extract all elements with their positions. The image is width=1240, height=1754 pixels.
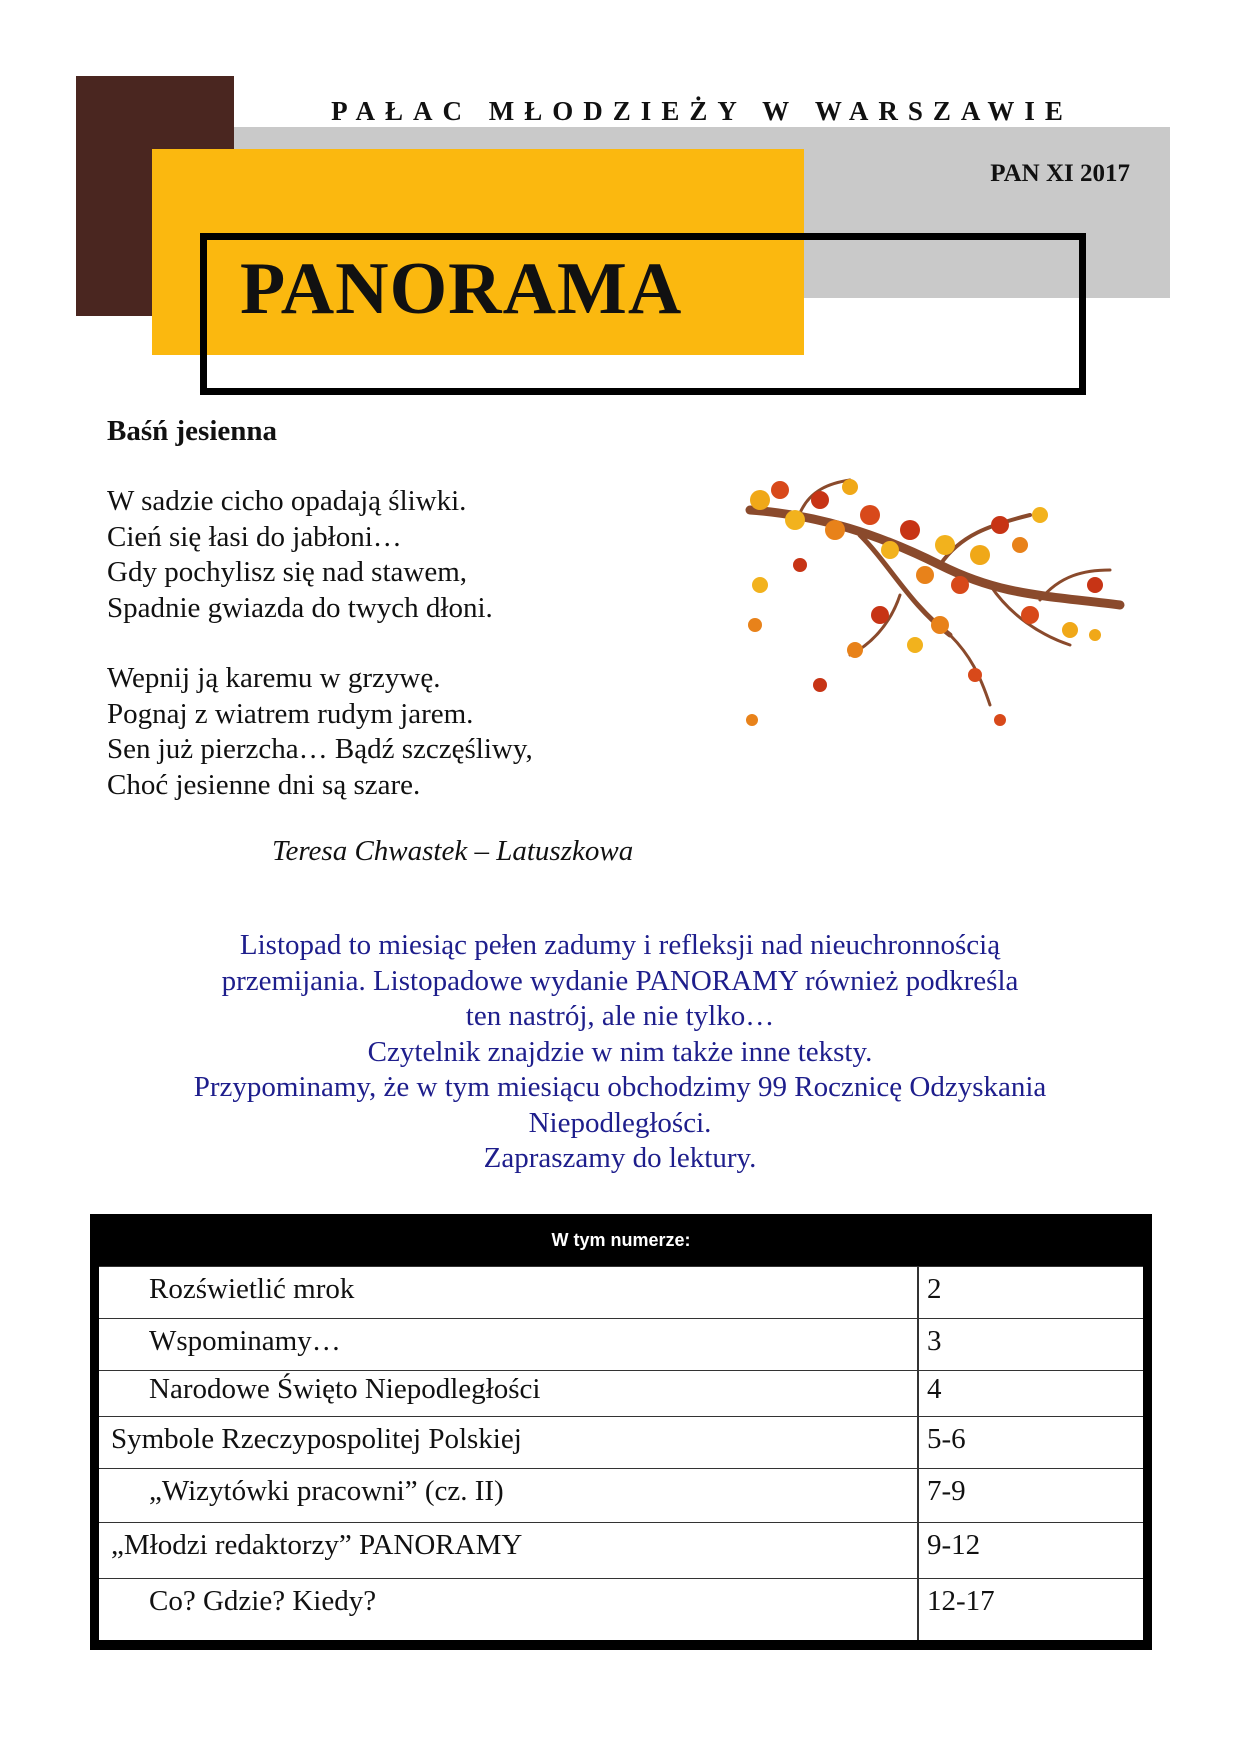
intro-line: Czytelnik znajdzie w nim także inne teksty. [367,1035,873,1068]
poem-stanza [107,484,533,626]
organization-name: PAŁAC MŁODZIEŻY W WARSZAWIE [331,96,1073,126]
intro-line: Przypominamy, że w tym miesiącu obchodzimy 99 Rocznicę Odzyskania [193,1071,1047,1103]
intro-line: ten nastrój, ale nie tylko… [465,1000,775,1032]
toc-row[interactable] [99,1370,1143,1416]
table-of-contents [90,1214,1152,1650]
toc-pages: 3 [927,1325,942,1357]
toc-pages: 4 [927,1373,942,1405]
issue-label: PAN XI 2017 [990,160,1130,187]
poem-stanza [107,661,533,803]
poem-line: W sadzie cicho opadają śliwki. [107,485,467,517]
poem-line: Choć jesienne dni są szare. [107,768,421,801]
poem-line: Pognaj z wiatrem rudym jarem. [107,697,474,730]
toc-title: Wspominamy… [149,1325,341,1357]
poem-line: Gdy pochylisz się nad stawem, [107,556,468,588]
toc-pages: 7-9 [927,1475,966,1507]
intro-line: Zapraszamy do lektury. [483,1142,757,1174]
toc-row[interactable] [99,1416,1143,1468]
poem-body [107,484,533,838]
masthead-title: PANORAMA [240,248,683,330]
toc-header: W tym numerze: [551,1230,691,1250]
toc-row[interactable] [99,1578,1143,1640]
toc-title: „Młodzi redaktorzy” PANORAMY [111,1529,523,1561]
poem-line: Sen już pierzcha… Bądź szczęśliwy, [107,733,533,765]
toc-title: Narodowe Święto Niepodległości [149,1373,541,1405]
toc-row[interactable] [99,1468,1143,1522]
poem-line: Spadnie gwiazda do twych dłoni. [107,591,493,624]
toc-pages: 12-17 [927,1585,995,1617]
intro-line: przemijania. Listopadowe wydanie PANORAMY również podkreśla [221,964,1019,997]
toc-title: „Wizytówki pracowni” (cz. II) [149,1475,504,1507]
toc-pages: 9-12 [927,1529,981,1561]
intro-line: Listopad to miesiąc pełen zadumy i refleksji nad nieuchronnością [239,929,1001,961]
poem-line: Cień się łasi do jabłoni… [107,520,402,553]
toc-pages: 2 [927,1273,942,1305]
toc-row[interactable] [99,1266,1143,1318]
toc-title: Co? Gdzie? Kiedy? [149,1585,377,1617]
poem-line: Wepnij ją karemu w grzywę. [107,662,441,694]
toc-title: Symbole Rzeczypospolitej Polskiej [111,1423,522,1455]
toc-title: Rozświetlić mrok [149,1273,355,1305]
intro-line: Niepodległości. [528,1106,712,1139]
toc-row[interactable] [99,1522,1143,1578]
toc-row[interactable] [99,1318,1143,1370]
autumn-branch-icon [740,475,1130,745]
toc-body [99,1266,1143,1640]
intro-text [80,928,1160,1177]
poem-author: Teresa Chwastek – Latuszkowa [272,835,634,867]
poem-title: Baśń jesienna [107,415,278,447]
toc-pages: 5-6 [927,1423,966,1455]
